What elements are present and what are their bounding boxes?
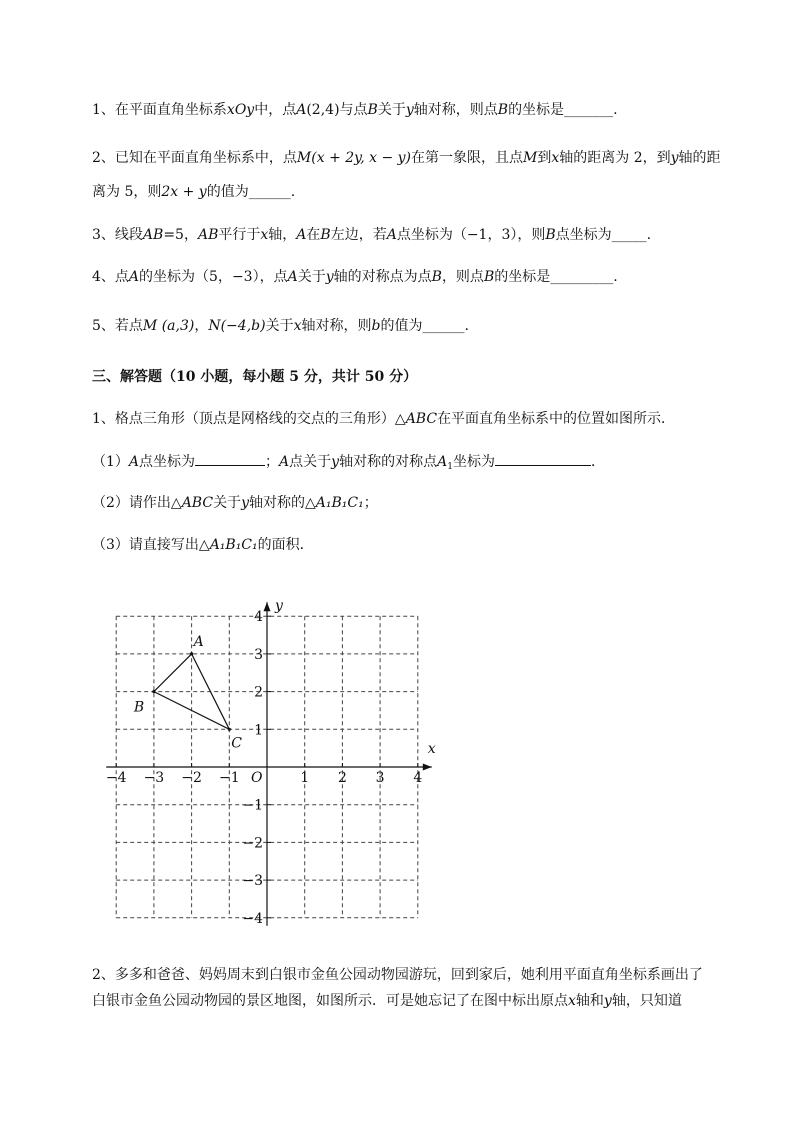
fill-q3: 3、线段AB=5，AB平行于x轴，A在B左边，若A点坐标为（−1，3），则B点坐标为_____. — [92, 227, 652, 243]
y-tick-label: −3 — [242, 873, 263, 890]
origin-label: O — [251, 770, 263, 786]
y-tick-label: −1 — [242, 797, 263, 814]
solve-q1-part1: （1）A点坐标为 ；A点关于y轴对称的对称点$A_1$坐标为 ． — [92, 451, 605, 477]
x-tick-label: −4 — [105, 770, 127, 786]
answer-blank[interactable]: _______ — [564, 102, 614, 118]
section-heading: 三、解答题（10 小题，每小题 5 分，共计 50 分） — [92, 369, 418, 385]
y-tick-label: 1 — [254, 722, 263, 739]
fill-q1: 1、在平面直角坐标系xOy中，点A(2,4)与点B关于y轴对称，则点B的坐标是_______. — [92, 102, 618, 118]
answer-blank[interactable]: ______ — [248, 184, 291, 200]
x-tick-label: −1 — [218, 770, 240, 786]
x-tick-label: 3 — [375, 770, 385, 786]
x-tick-label: −3 — [143, 770, 165, 786]
axes — [106, 598, 436, 926]
point-c — [228, 728, 231, 731]
y-tick-label: −2 — [242, 835, 263, 852]
point-label-b: B — [133, 699, 145, 716]
point-a — [190, 652, 193, 655]
y-axis-label: y — [275, 598, 283, 615]
x-axis-arrow — [423, 764, 432, 771]
solve-q2-line1: 2、多多和爸爸、妈妈周末到白银市金鱼公园动物园游玩，回到家后，她利用平面直角坐标系画出了 — [92, 967, 703, 983]
fill-q2-line1: 2、已知在平面直角坐标系中，点M(x + 2y, x − y)在第一象限，且点M到x轴的距离为 2，到y轴的距 — [92, 150, 721, 166]
x-axis-label: x — [427, 741, 436, 757]
y-tick-label: 3 — [254, 646, 263, 663]
solve-q1-stem: 1、格点三角形（顶点是网格线的交点的三角形）△ABC在平面直角坐标系中的位置如图所示． — [92, 411, 676, 427]
y-axis-arrow — [264, 602, 271, 611]
solve-q1-part2: （2）请作出△ABC关于y轴对称的△A₁B₁C₁； — [92, 495, 378, 511]
fill-q5: 5、若点M (a,3)，N(−4,b)关于x轴对称，则b的值为______. — [92, 318, 469, 334]
fill-q4: 4、点A的坐标为（5，−3），点A关于y轴的对称点为点B，则点B的坐标是_________. — [92, 269, 618, 285]
answer-blank[interactable]: ______ — [422, 318, 465, 334]
tick-labels — [106, 609, 422, 927]
x-tick-label: 4 — [413, 770, 423, 786]
triangle-abc — [133, 634, 242, 751]
solve-q2-line2: 白银市金鱼公园动物园的景区地图，如图所示．可是她忘记了在图中标出原点x轴和y轴，只知道 — [92, 993, 682, 1009]
solve-q1-part3: （3）请直接写出△A₁B₁C₁的面积． — [92, 537, 314, 553]
answer-blank[interactable]: _________ — [550, 269, 614, 285]
answer-blank[interactable]: _____ — [611, 227, 647, 243]
point-label-c: C — [231, 735, 243, 752]
x-tick-label: 2 — [337, 770, 347, 786]
x-tick-label: −2 — [181, 770, 202, 786]
point-b — [152, 690, 155, 693]
y-tick-label: 2 — [254, 684, 263, 701]
point-label-a: A — [193, 633, 204, 650]
fill-q2-line2: 离为 5，则2x + y的值为______. — [92, 184, 296, 200]
y-tick-label: 4 — [254, 609, 263, 626]
x-tick-label: 1 — [300, 770, 310, 786]
y-tick-label: −4 — [242, 910, 263, 927]
